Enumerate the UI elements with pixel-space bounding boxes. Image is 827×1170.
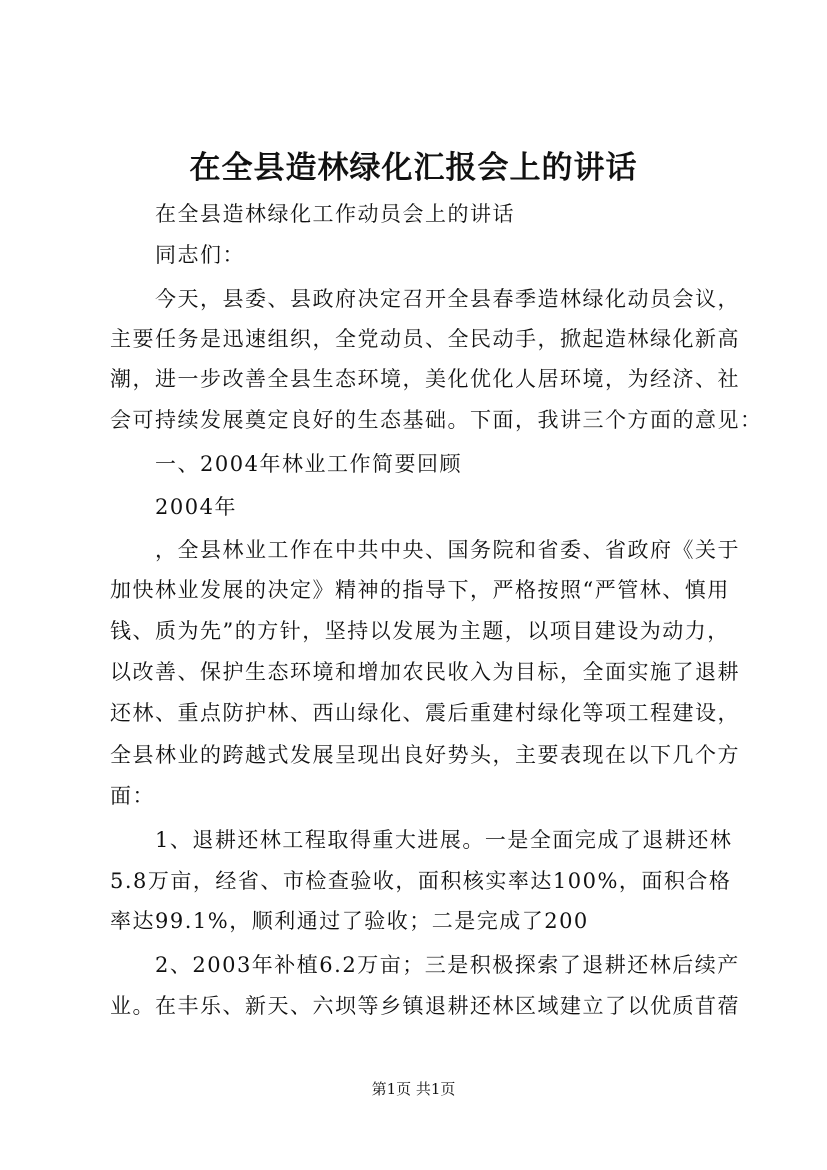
body-line: 全县林业的跨越式发展呈现出良好势头，主要表现在以下几个方 [110, 743, 740, 767]
body-line: 业。在丰乐、新天、六坝等乡镇退耕还林区域建立了以优质苜蓿 [110, 994, 740, 1018]
salutation-line: 同志们： [155, 243, 245, 267]
document-title: 在全县造林绿化汇报会上的讲话 [189, 150, 638, 186]
body-line: 会可持续发展奠定良好的生态基础。下面，我讲三个方面的意见： [110, 408, 763, 432]
page-footer: 第1页 共1页 [371, 1080, 456, 1098]
body-line: 5.8万亩，经省、市检查验收，面积核实率达100%，面积合格 [110, 869, 732, 893]
body-line: 还林、重点防护林、西山绿化、震后重建村绿化等项工程建设， [110, 701, 740, 725]
body-line: 今天，县委、县政府决定召开全县春季造林绿化动员会议， [155, 287, 740, 311]
body-line: 2004年 [155, 495, 237, 519]
subtitle-line: 在全县造林绿化工作动员会上的讲话 [155, 202, 515, 226]
section-heading: 一、2004年林业工作简要回顾 [155, 452, 462, 476]
body-line: 以改善、保护生态环境和增加农民收入为目标，全面实施了退耕 [110, 660, 740, 684]
body-line: ，全县林业工作在中共中央、国务院和省委、省政府《关于 [155, 538, 740, 562]
body-line: 率达99.1%，顺利通过了验收；二是完成了200 [110, 909, 589, 933]
body-line: 2、2003年补植6.2万亩；三是积极探索了退耕还林后续产 [155, 953, 740, 977]
body-line: 主要任务是迅速组织，全党动员、全民动手，掀起造林绿化新高 [110, 327, 740, 351]
body-line: 加快林业发展的决定》精神的指导下，严格按照“严管林、慎用 [110, 578, 730, 602]
body-line: 钱、质为先”的方针，坚持以发展为主题，以项目建设为动力， [110, 619, 730, 643]
body-line: 1、退耕还林工程取得重大进展。一是全面完成了退耕还林 [155, 828, 733, 852]
body-line: 面： [110, 784, 155, 808]
body-line: 潮，进一步改善全县生态环境，美化优化人居环境，为经济、社 [110, 367, 740, 391]
